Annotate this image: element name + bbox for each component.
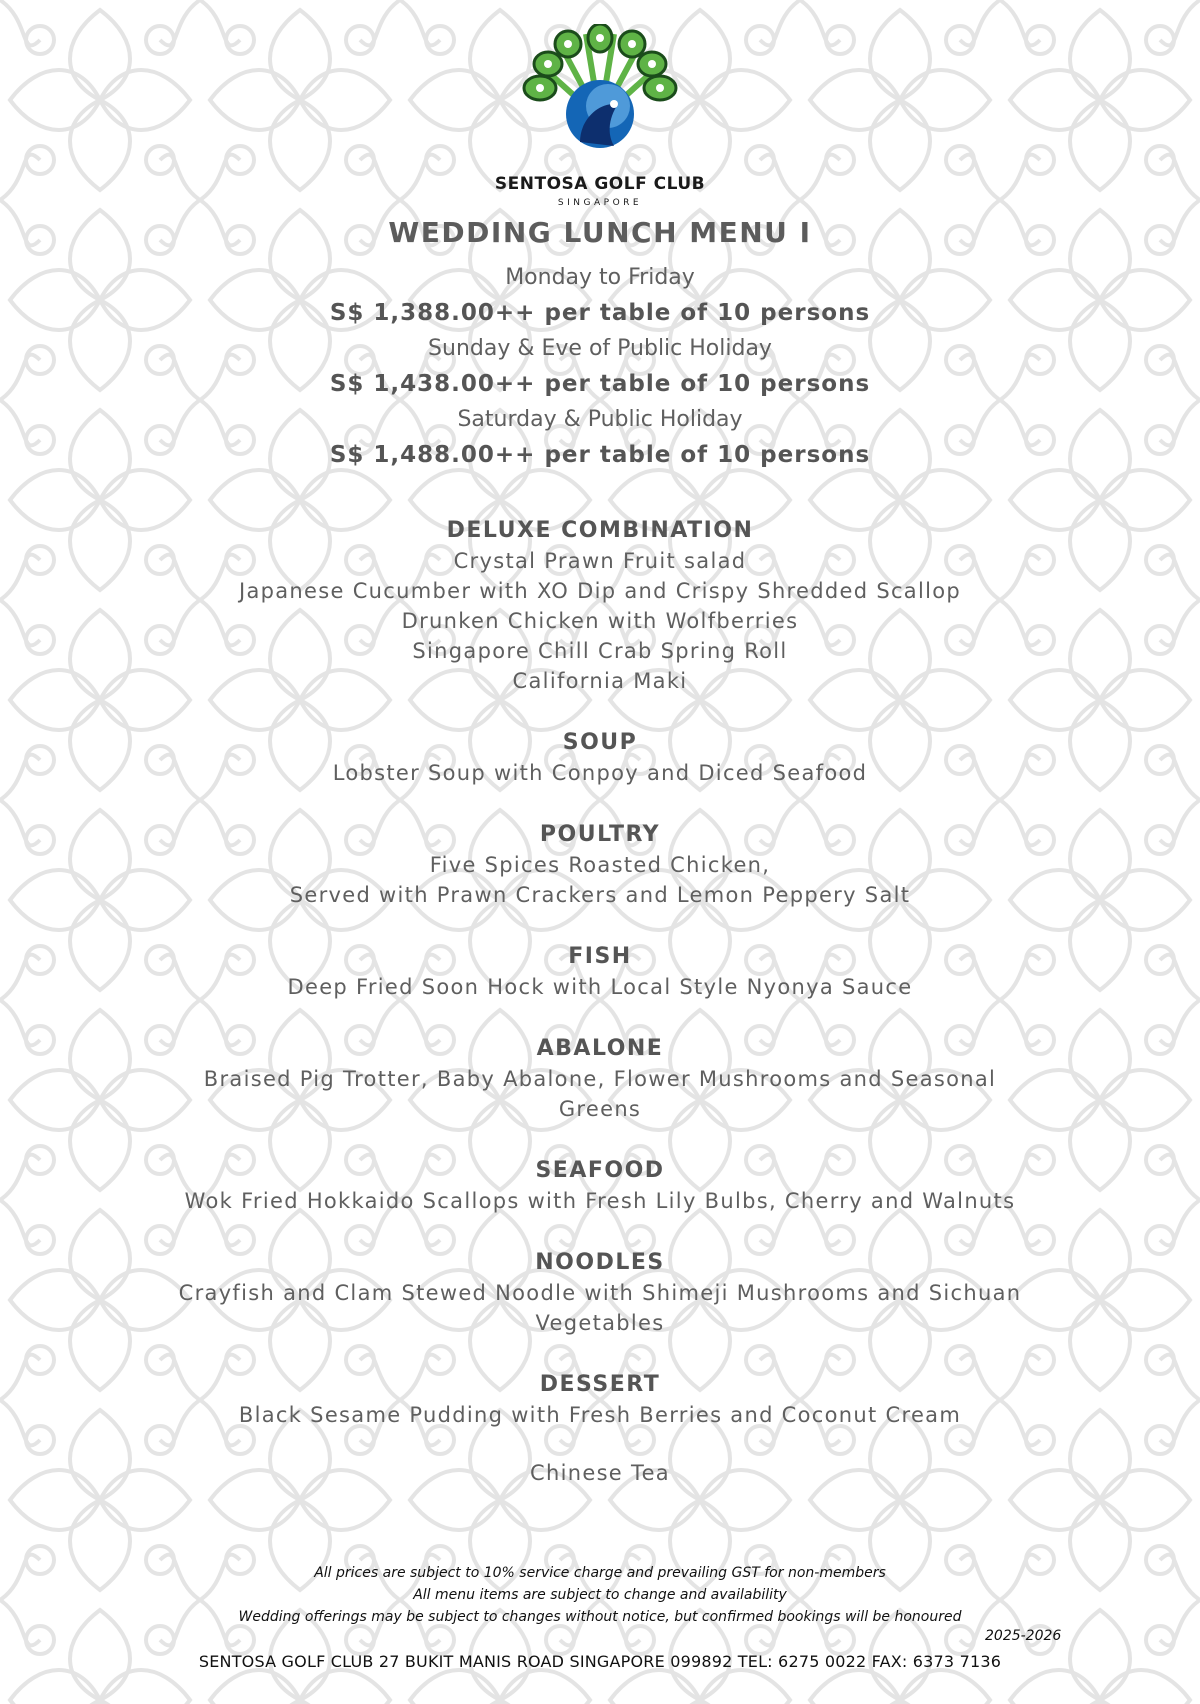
course-seafood xyxy=(0,1156,1200,1216)
footer-note: Wedding offerings may be subject to changes without notice, but confirmed bookings will be honoured xyxy=(238,1609,962,1625)
course-soup xyxy=(0,728,1200,788)
footer-note: All menu items are subject to change and availability xyxy=(413,1587,787,1603)
course-title: DELUXE COMBINATION xyxy=(446,518,754,543)
menu-year: 2025-2026 xyxy=(985,1628,1062,1644)
course-list xyxy=(0,516,1200,1488)
dish-item: Served with Prawn Crackers and Lemon Peppery Salt xyxy=(289,883,911,907)
dish-item: Drunken Chicken with Wolfberries xyxy=(401,609,799,633)
course-title: FISH xyxy=(568,944,632,969)
course-deluxe-combination xyxy=(0,516,1200,696)
course-title: NOODLES xyxy=(535,1250,665,1275)
price-list xyxy=(0,262,1200,475)
club-logo xyxy=(0,24,1200,208)
course-abalone xyxy=(0,1034,1200,1124)
footer-notes xyxy=(0,1562,1200,1628)
course-title: DESSERT xyxy=(539,1372,661,1397)
club-address: SENTOSA GOLF CLUB 27 BUKIT MANIS ROAD SINGAPORE 099892 TEL: 6275 0022 FAX: 6373 7136 xyxy=(198,1652,1002,1671)
dish-item: Japanese Cucumber with XO Dip and Crispy Shredded Scallop xyxy=(238,579,962,603)
menu-title: WEDDING LUNCH MENU I xyxy=(388,216,812,249)
course-title: ABALONE xyxy=(536,1036,664,1061)
course-fish xyxy=(0,942,1200,1002)
price-saturday: S$ 1,488.00++ per table of 10 persons xyxy=(329,442,871,468)
course-noodles xyxy=(0,1248,1200,1338)
footer-note: All prices are subject to 10% service charge and prevailing GST for non-members xyxy=(314,1565,886,1581)
price-weekday: S$ 1,388.00++ per table of 10 persons xyxy=(329,300,871,326)
course-title: SOUP xyxy=(562,730,638,755)
club-name: SENTOSA GOLF CLUB xyxy=(494,174,706,194)
course-title: SEAFOOD xyxy=(535,1158,665,1183)
course-title: POULTRY xyxy=(539,822,661,847)
dish-item: Lobster Soup with Conpoy and Diced Seafood xyxy=(332,761,868,785)
club-location: SINGAPORE xyxy=(557,198,643,208)
course-dessert xyxy=(0,1370,1200,1430)
dish-item: Deep Fried Soon Hock with Local Style Nyonya Sauce xyxy=(287,975,913,999)
dish-item: Crystal Prawn Fruit salad xyxy=(453,549,747,573)
course-poultry xyxy=(0,820,1200,910)
price-sunday: S$ 1,438.00++ per table of 10 persons xyxy=(329,371,871,397)
dish-item: Braised Pig Trotter, Baby Abalone, Flower Mushrooms and Seasonal Greens xyxy=(203,1067,997,1121)
price-days-sunday: Sunday & Eve of Public Holiday xyxy=(428,336,772,361)
dish-item: Singapore Chill Crab Spring Roll xyxy=(412,639,788,663)
price-days-weekday: Monday to Friday xyxy=(505,265,695,290)
peacock-body-icon xyxy=(566,80,634,148)
price-days-saturday: Saturday & Public Holiday xyxy=(457,407,743,432)
tea-item: Chinese Tea xyxy=(530,1461,670,1485)
dish-item: Crayfish and Clam Stewed Noodle with Shimeji Mushrooms and Sichuan Vegetables xyxy=(178,1281,1022,1335)
dish-item: Wok Fried Hokkaido Scallops with Fresh Lily Bulbs, Cherry and Walnuts xyxy=(184,1189,1016,1213)
dish-item: Five Spices Roasted Chicken, xyxy=(429,853,771,877)
dish-item: California Maki xyxy=(512,669,688,693)
dish-item: Black Sesame Pudding with Fresh Berries and Coconut Cream xyxy=(238,1403,962,1427)
peacock-logo-icon xyxy=(510,24,690,148)
